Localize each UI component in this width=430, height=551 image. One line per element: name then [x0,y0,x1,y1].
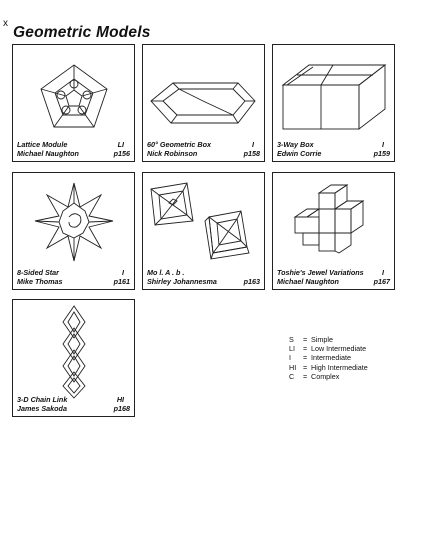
model-caption [17,395,130,413]
legend-equals: = [303,362,308,372]
model-name: Toshie's Jewel Variations [277,268,364,277]
model-card [12,299,135,417]
model-author: Mike Thomas [17,277,63,286]
legend-equals: = [303,344,308,354]
legend-label: Intermediate [311,353,351,363]
legend-label: High Intermediate [311,362,368,372]
model-level: I [382,140,384,149]
model-page: p158 [243,149,260,158]
model-page: p163 [243,277,260,286]
legend-label: Simple [311,335,333,344]
legend-row [289,335,368,344]
model-author: Michael Naughton [277,277,339,286]
model-name: 8-Sided Star [17,268,59,277]
model-caption [277,268,390,286]
model-caption [17,140,130,158]
model-author: James Sakoda [17,404,67,413]
legend-row [289,363,368,372]
corner-mark: x [3,18,8,29]
model-card [272,172,395,290]
model-page: p167 [373,277,390,286]
model-caption [147,268,260,286]
legend-row [289,344,368,353]
model-level: I [252,140,254,149]
model-card [272,44,395,162]
model-card [142,172,265,290]
model-author: Nick Robinson [147,149,198,158]
model-name: 3-D Chain Link [17,395,68,404]
legend-row [289,372,368,381]
legend-code: C [289,371,295,381]
model-card [142,44,265,162]
model-page: p159 [373,149,390,158]
legend-equals: = [303,371,308,381]
model-caption [277,140,390,158]
model-level: LI [117,140,124,149]
legend-label: Low Intermediate [311,344,367,354]
model-level: I [382,268,384,277]
model-card [12,44,135,162]
legend-code: LI [289,344,295,354]
model-page: p161 [113,277,130,286]
legend-row [289,353,368,362]
model-level [254,268,260,277]
legend-code: S [289,335,294,344]
page-title: Geometric Models [13,24,151,41]
model-caption [17,268,130,286]
model-caption [147,140,260,158]
legend-code: I [289,353,291,363]
legend-equals: = [303,353,308,363]
model-author: Michael Naughton [17,149,79,158]
model-name: Mo l. A . b . [147,268,185,277]
legend-code: HI [289,362,297,372]
model-level: HI [116,395,124,404]
model-level: I [122,268,124,277]
legend-label: Complex [311,371,340,381]
model-page: p156 [113,149,130,158]
model-name: 3-Way Box [277,140,314,149]
model-name: Lattice Module [17,140,68,149]
model-page: p168 [113,404,130,413]
model-name: 60° Geometric Box [147,140,211,149]
model-author: Edwin Corrie [277,149,322,158]
difficulty-legend [289,335,368,381]
model-author: Shirley Johannesma [147,277,217,286]
model-card [12,172,135,290]
legend-equals: = [303,335,308,344]
